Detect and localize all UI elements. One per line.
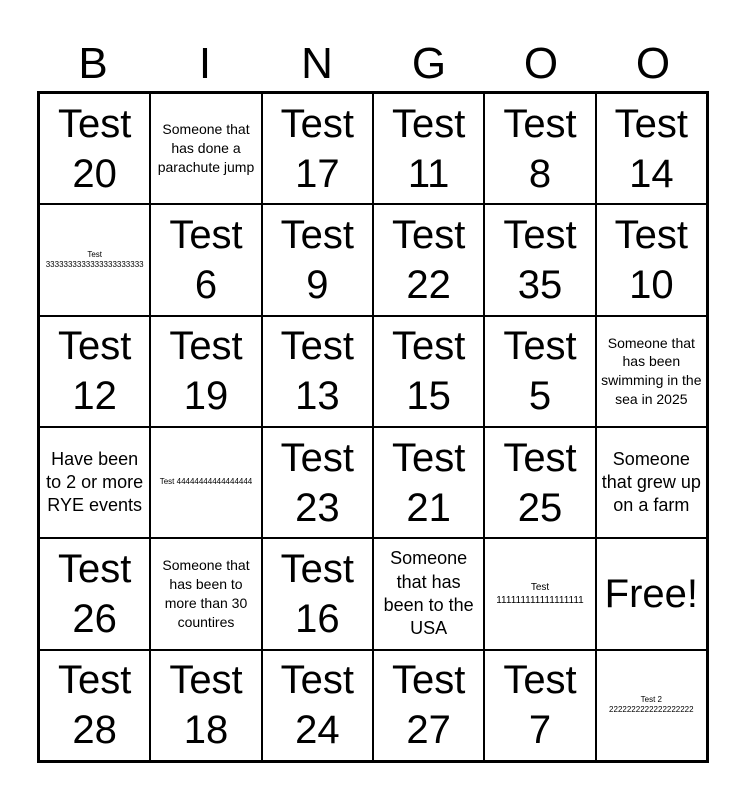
bingo-cell[interactable]: Test 5 xyxy=(484,316,595,427)
bingo-cell[interactable]: Have been to 2 or more RYE events xyxy=(39,427,150,538)
bingo-cell[interactable]: Test 111111111111111111 xyxy=(484,538,595,649)
bingo-cell[interactable]: Test 16 xyxy=(262,538,373,649)
bingo-cell[interactable]: Test 18 xyxy=(150,650,261,761)
bingo-cell[interactable]: Test 6 xyxy=(150,204,261,315)
header-letter-o: O xyxy=(523,39,559,88)
header-letter-b: B xyxy=(78,39,108,88)
bingo-cell[interactable]: Test 20 xyxy=(39,93,150,204)
bingo-cell[interactable]: Test 21 xyxy=(373,427,484,538)
bingo-cell[interactable]: Test 28 xyxy=(39,650,150,761)
bingo-cell[interactable]: Test 17 xyxy=(262,93,373,204)
bingo-cell[interactable]: Someone that has been swimming in the sea in 2025 xyxy=(596,316,707,427)
bingo-cell[interactable]: Test 23 xyxy=(262,427,373,538)
bingo-cell[interactable]: Test 26 xyxy=(39,538,150,649)
bingo-cell[interactable]: Someone that grew up on a farm xyxy=(596,427,707,538)
free-space-cell[interactable]: Free! xyxy=(596,538,707,649)
bingo-cell[interactable]: Test 10 xyxy=(596,204,707,315)
bingo-cell[interactable]: Someone that has been to the USA xyxy=(373,538,484,649)
header-letter-g: G xyxy=(411,39,447,88)
header-letter-n: N xyxy=(301,39,333,88)
bingo-card-grid xyxy=(37,91,709,763)
bingo-header xyxy=(37,36,709,92)
bingo-cell[interactable]: Test 35 xyxy=(484,204,595,315)
bingo-cell[interactable]: Test 15 xyxy=(373,316,484,427)
bingo-cell[interactable]: Test 14 xyxy=(596,93,707,204)
bingo-cell[interactable]: Test 24 xyxy=(262,650,373,761)
bingo-cell[interactable]: Test 27 xyxy=(373,650,484,761)
bingo-cell[interactable]: Test 11 xyxy=(373,93,484,204)
bingo-cell[interactable]: Test 12 xyxy=(39,316,150,427)
bingo-cell[interactable]: Test 22 xyxy=(373,204,484,315)
header-letter-i: I xyxy=(198,39,212,88)
bingo-cell[interactable]: Someone that has done a parachute jump xyxy=(150,93,261,204)
header-letter-o-2: O xyxy=(635,39,671,88)
bingo-cell[interactable]: Test 44444444444444444 xyxy=(150,427,261,538)
bingo-cell[interactable]: Test 7 xyxy=(484,650,595,761)
bingo-cell[interactable]: Test 2 2222222222222222222 xyxy=(596,650,707,761)
bingo-cell[interactable]: Test 25 xyxy=(484,427,595,538)
bingo-cell[interactable]: Test 8 xyxy=(484,93,595,204)
bingo-cell[interactable]: Test 9 xyxy=(262,204,373,315)
bingo-cell[interactable]: Test 13 xyxy=(262,316,373,427)
bingo-cell[interactable]: Test 3333333333333333333333 xyxy=(39,204,150,315)
bingo-cell[interactable]: Test 19 xyxy=(150,316,261,427)
bingo-cell[interactable]: Someone that has been to more than 30 countires xyxy=(150,538,261,649)
